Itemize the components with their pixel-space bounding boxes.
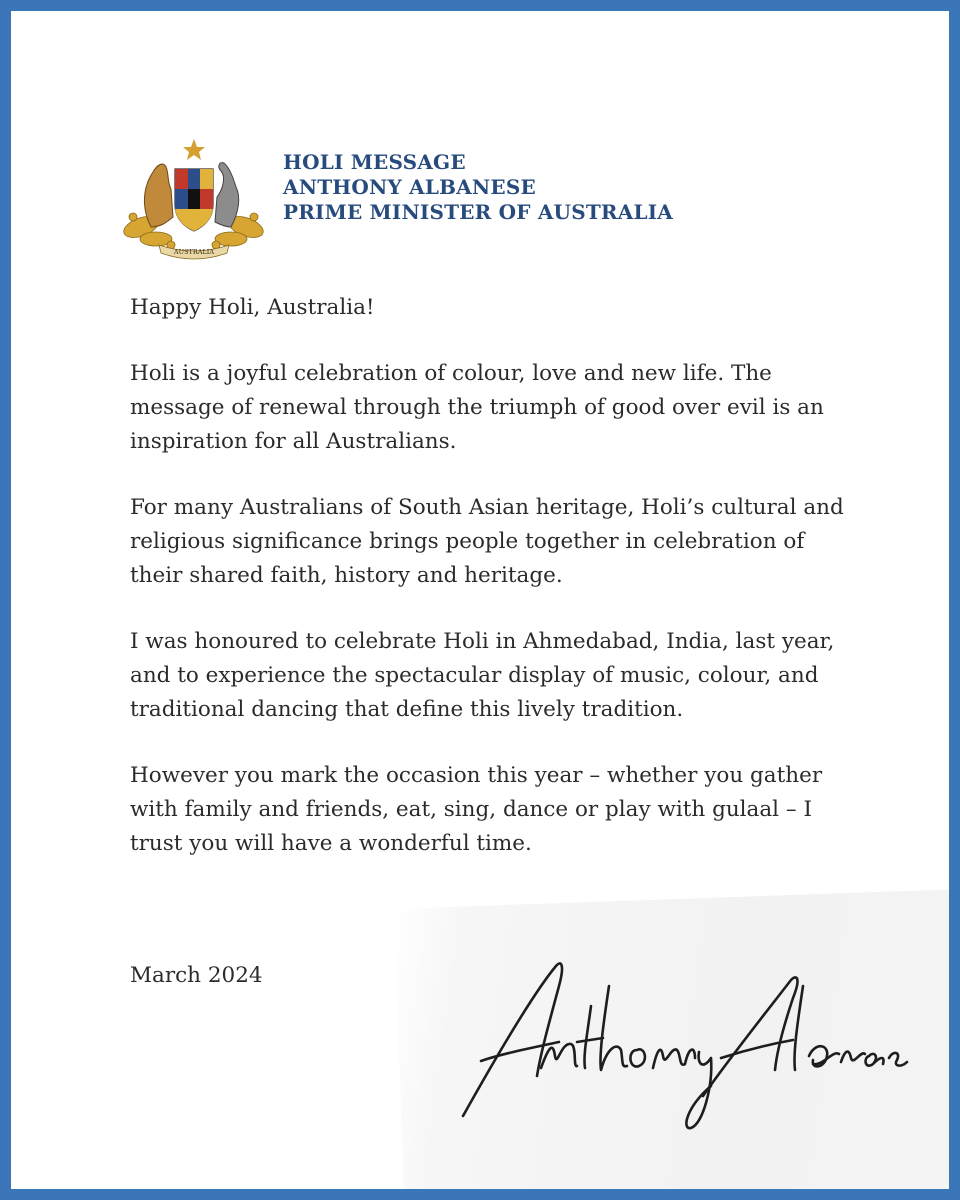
paragraph: For many Australians of South Asian heritage, Holi’s cultural and religious significance brings people together in celebration of their shared faith, history and heritage.	[130, 495, 844, 588]
letter-body	[130, 291, 850, 893]
greeting: Happy Holi, Australia!	[130, 295, 375, 320]
paragraph: Holi is a joyful celebration of colour, love and new life. The message of renewal through the triumph of good over evil is an inspiration for all Australians.	[130, 361, 824, 454]
heading-position: PRIME MINISTER OF AUSTRALIA	[283, 200, 673, 224]
paragraph: However you mark the occasion this year – whether you gather with family and friends, eat, sing, dance or play with gulaal – I trust you will have a wonderful time.	[130, 763, 823, 856]
signature-icon	[441, 946, 921, 1136]
coat-of-arms-icon	[111, 127, 276, 262]
letter-date: March 2024	[130, 963, 263, 988]
signature-text: Anthony Albanese	[441, 946, 451, 947]
heading-name: ANTHONY ALBANESE	[283, 175, 536, 199]
letter-page	[11, 11, 949, 1189]
letter-heading	[283, 150, 673, 225]
crest-motto: AUSTRALIA	[173, 248, 215, 256]
heading-title: HOLI MESSAGE	[283, 150, 466, 174]
paragraph: I was honoured to celebrate Holi in Ahmedabad, India, last year, and to experience the spectacular display of music, colour, and traditional dancing that define this lively tradition.	[130, 629, 835, 722]
